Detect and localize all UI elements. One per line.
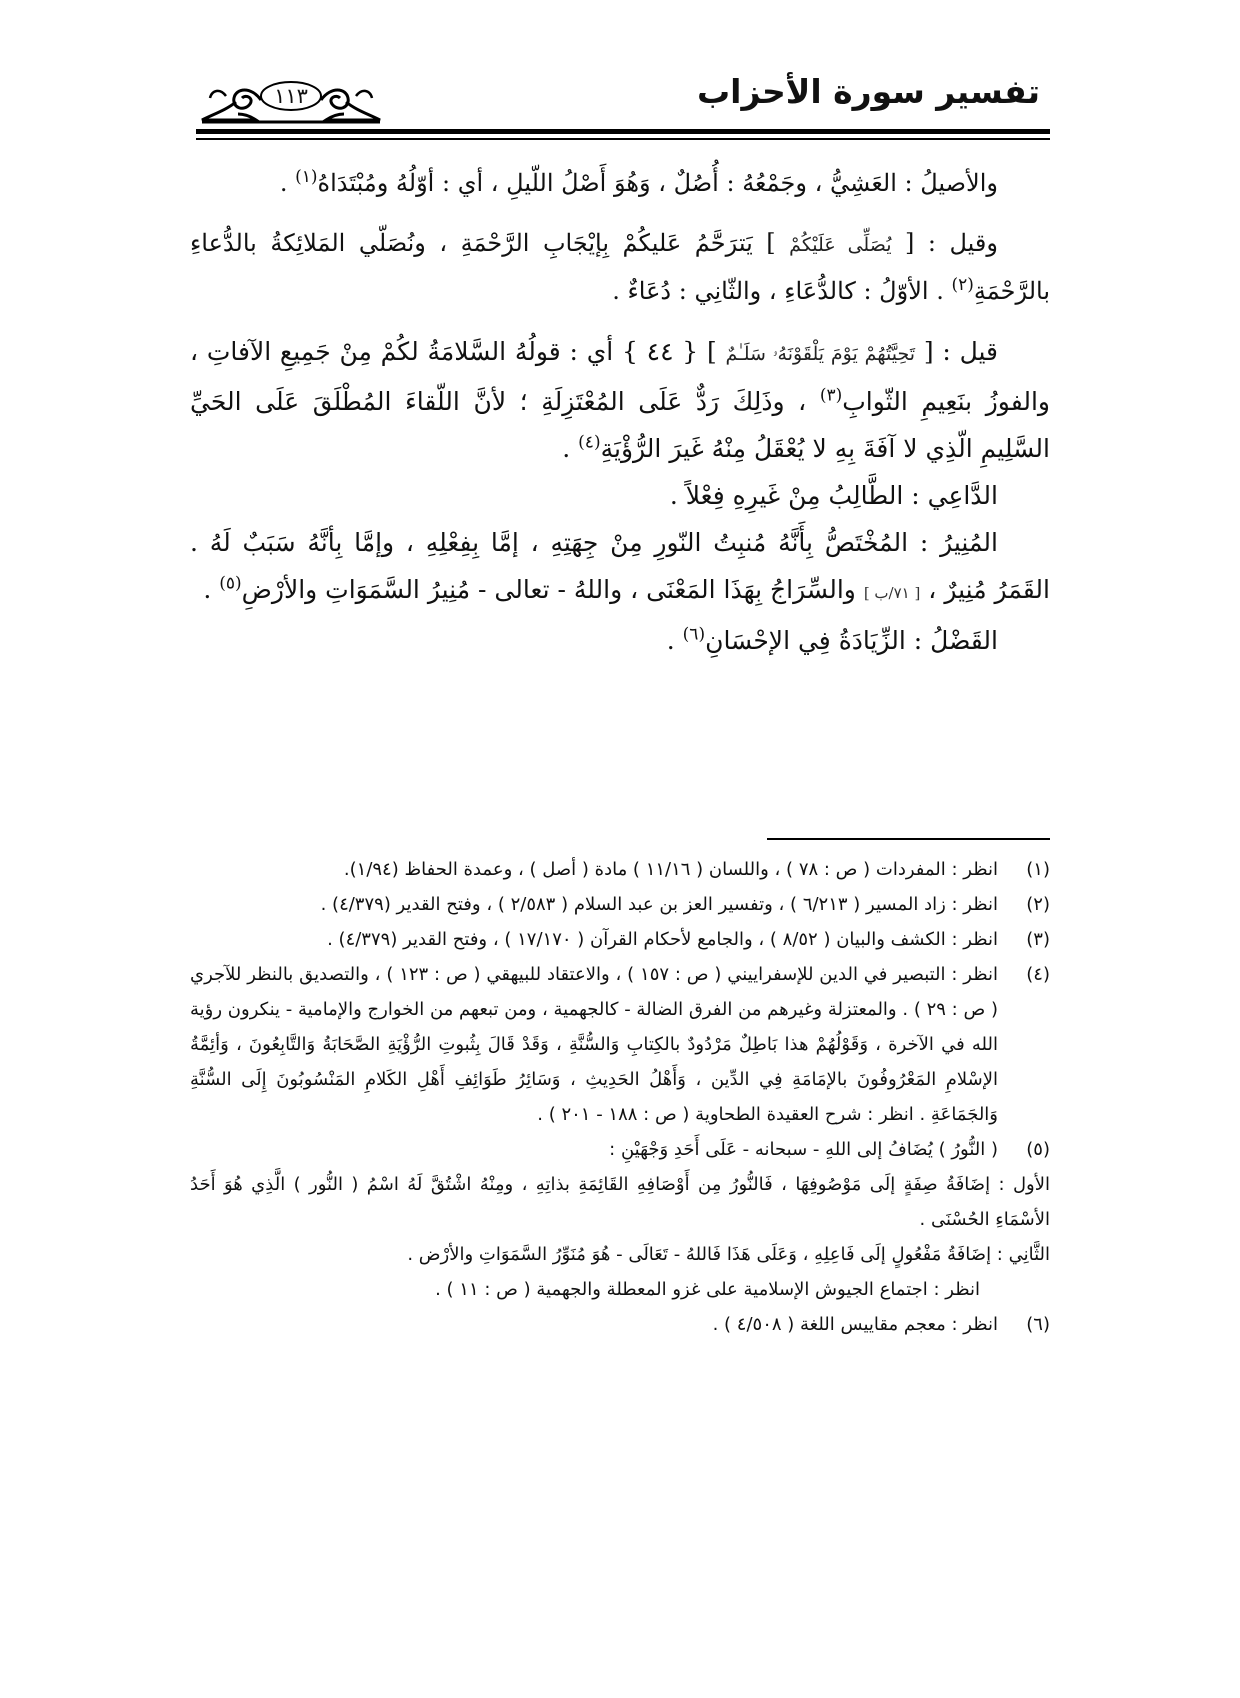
footnote-number: (٥) [1026, 1139, 1050, 1160]
footnote-5-first-aspect: الأول : إضَافَةُ صِفَةٍ إلَى مَوْصُوفِهَا ، فَالنُّورُ مِن أَوْصَافِهِ القَائِمَةِ بذاتِهِ ، ومِنْهُ اشْتُقَّ لَهُ اسْمُ ( النُّور ) الَّذِي هُوَ أَحَدُ الأسْمَاءِ الحُسْنَى . [190, 1174, 1050, 1230]
paragraph-text: . الأوّلُ : كالدُّعَاءِ ، والثّانِي : دُعَاءٌ . [612, 277, 952, 305]
footnote-4 [190, 957, 1050, 1132]
paragraph-text: قيل : [ [915, 337, 998, 366]
paragraph-text: القَضْلُ : الزِّيَادَةُ فِي الإحْسَانِ [705, 626, 998, 655]
running-title: تفسير سورة الأحزاب [697, 72, 1040, 111]
footnote-number: (٢) [1026, 894, 1050, 915]
footnote-ref-2[interactable]: (٢) [951, 275, 974, 295]
quran-verse: يُصَلِّى عَلَيْكُمْ [789, 234, 892, 256]
paragraph-text: والأصيلُ : العَشِيُّ ، وجَمْعُهُ : أُصُلٌ ، وَهُوَ أَصْلُ اللّيلِ ، أي : أوّلُهُ ومُبْتَدَاهُ [317, 169, 998, 197]
paragraph-text: ، وذَلِكَ رَدٌّ عَلَى المُعْتَزِلَةِ ؛ لأنَّ اللّقاءَ المُطْلَقَ عَلَى الحَيِّ السَّلِيمِ الّذِي لا آفَةَ بِهِ لا يُعْقَلُ مِنْهُ غَيرَ الرُّؤْيَةِ [190, 387, 1050, 463]
paragraph-dai: الدَّاعِي : الطَّالِبُ مِنْ غَيرِهِ فِعْلاً . [669, 481, 998, 510]
header-rule-thin [196, 138, 1050, 140]
paragraph-text: وقيل : [ [891, 229, 998, 257]
paragraph-tahiyya [190, 328, 1050, 472]
paragraph-text: ] { ٤٤ } أي : قولُهُ السَّلامَةُ لكُمْ مِنْ جَمِيعِ الآفاتِ ، والفوزُ بنَعِيمِ الثّوابِ [190, 337, 1050, 416]
header-rule-thick [196, 129, 1050, 134]
footnote-2 [190, 887, 1050, 922]
paragraph-end: . [666, 626, 683, 655]
footnote-separator [767, 838, 1050, 840]
manuscript-folio-marker: [ ٧١/ب ] [863, 584, 921, 602]
paragraph-text: والسِّرَاجُ بِهَذَا المَعْنَى ، واللهُ - تعالى - مُنِيرُ السَّمَوَاتِ والأرْضِ [241, 575, 864, 604]
footnote-3 [190, 922, 1050, 957]
footnote-text: انظر : معجم مقاييس اللغة ( ٤/٥٠٨ ) . [712, 1314, 998, 1335]
footnote-number: (٣) [1026, 929, 1050, 950]
main-text [190, 160, 1050, 664]
paragraph-munir [190, 519, 1050, 617]
paragraph-end: . [203, 575, 220, 604]
footnote-1 [190, 852, 1050, 887]
footnote-ref-6[interactable]: (٦) [682, 624, 706, 645]
footnotes [190, 852, 1050, 1342]
footnote-text: ( النُّورُ ) يُضَافُ إلى اللهِ - سبحانه - عَلَى أَحَدِ وَجْهَيْنِ : [609, 1139, 998, 1160]
paragraph-salat [190, 220, 1050, 314]
footnote-5-second-aspect: الثَّانِي : إضَافَةُ مَفْعُولٍ إلَى فَاعِلِهِ ، وَعَلَى هَذَا فَاللهُ - تَعَالَى - هُوَ مُنَوِّرُ السَّمَوَاتِ والأرْض . [407, 1244, 1050, 1265]
footnote-ref-3[interactable]: (٣) [819, 385, 843, 406]
footnote-number: (١) [1026, 859, 1050, 880]
footnote-6 [190, 1307, 1050, 1342]
paragraph-asil [190, 160, 1050, 206]
paragraph-end: . [562, 434, 579, 463]
paragraph-fadl [190, 617, 1050, 664]
paragraph-text: ] يَترَحَّمُ عَليكُمْ بِإيْجَابِ الرَّحْمَةِ ، ونُصَلّي المَلائِكةُ بالدُّعاءِ بالرَّحْمَةِ [190, 229, 1050, 305]
footnote-text: انظر : المفردات ( ص : ٧٨ ) ، واللسان ( ١١/١٦ ) مادة ( أصل ) ، وعمدة الحفاظ (١/٩٤). [343, 859, 998, 880]
footnote-ref-4[interactable]: (٤) [578, 432, 601, 453]
page-number-ornament [196, 76, 386, 126]
footnote-ref-5[interactable]: (٥) [219, 573, 242, 594]
footnote-text: انظر : الكشف والبيان ( ٨/٥٢ ) ، والجامع لأحكام القرآن ( ١٧/١٧٠ ) ، وفتح القدير (٤/٣٧٩) . [327, 929, 998, 950]
footnote-ref-1[interactable]: (١) [295, 167, 318, 187]
page-number: ١١٣ [274, 84, 308, 108]
footnote-text: انظر : التبصير في الدين للإسفراييني ( ص : ١٥٧ ) ، والاعتقاد للبيهقي ( ص : ١٢٣ ) ، والتصديق بالنظر للآجري ( ص : ٢٩ ) . والمعتزلة وغيرهم من الفرق الضالة - كالجهمية ، ومن تبعهم من الخوارج والإمامية - ينكرون رؤية الله في الآخرة ، وَقَوْلُهُمْ هذا بَاطِلٌ مَرْدُودٌ بالكِتابِ وَالسُّنَّةِ ، وَقَدْ قَالَ بِثُبوتِ الرُّؤْيَةِ الصَّحَابَةُ وَالتَّابِعُونَ ، وَأئِمَّةُ الإسْلامِ المَعْرُوفُونَ بالإمَامَةِ فِي الدِّين ، وَأَهْلُ الحَدِيثِ ، وَسَائِرُ طَوَائِفِ أَهْلِ الكَلامِ المَنْسُوبُونَ إِلَى السُّنَّةِ وَالجَمَاعَةِ . انظر : شرح العقيدة الطحاوية ( ص : ١٨٨ - ٢٠١ ) . [190, 964, 998, 1125]
footnote-text: انظر : زاد المسير ( ٦/٢١٣ ) ، وتفسير العز بن عبد السلام ( ٢/٥٨٣ ) ، وفتح القدير (٤/٣٧٩) . [320, 894, 998, 915]
quran-verse: تَحِيَّتُهُمْ يَوْمَ يَلْقَوْنَهُۥ سَلَـٰمٌ [725, 343, 916, 365]
footnote-number: (٦) [1026, 1314, 1050, 1335]
paragraph-text: المُنِيرُ : المُخْتَصُّ بِأَنَّهُ مُنبِتُ النّورِ مِنْ جِهَتِهِ ، إمَّا بِفِعْلِهِ ، وإمَّا بِأنَّهُ سَبَبٌ لَهُ . القَمَرُ مُنِيرٌ ، [190, 528, 1050, 604]
footnote-number: (٤) [1026, 964, 1050, 985]
footnote-5-reference: انظر : اجتماع الجيوش الإسلامية على غزو المعطلة والجهمية ( ص : ١١ ) . [435, 1279, 980, 1300]
footnote-5 [190, 1132, 1050, 1167]
paragraph-end: . [279, 169, 296, 197]
